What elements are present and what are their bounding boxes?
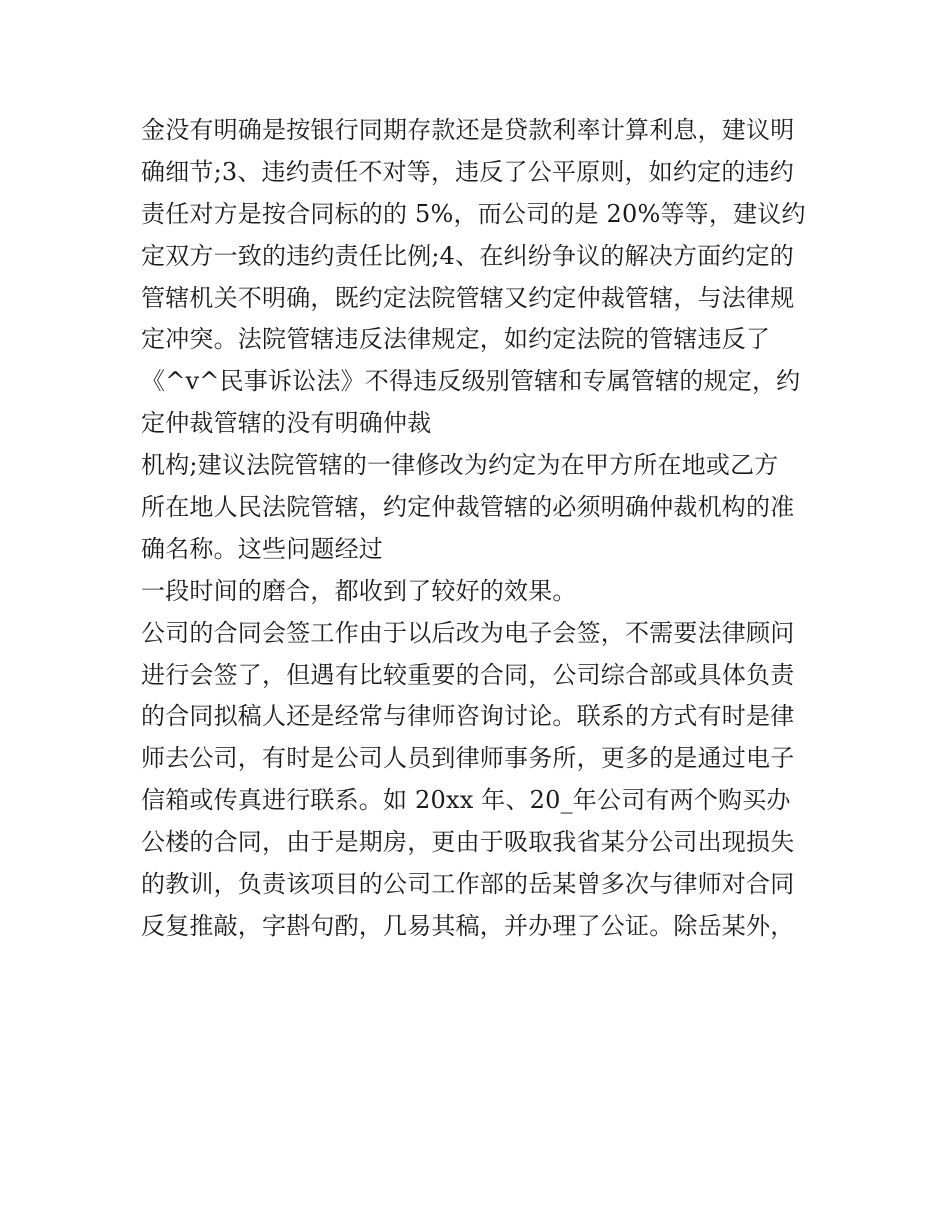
text-line: 定仲裁管辖的没有明确仲裁 — [141, 409, 432, 438]
text-line: 确细节;3、违约责任不对等，违反了公平原则，如约定的违约 — [141, 157, 794, 186]
text-line: 反复推敲，字斟句酌，几易其稿，并办理了公证。除岳某外， — [141, 911, 795, 940]
text-line: 公司的合同会签工作由于以后改为电子会签，不需要法律顾问 — [141, 618, 795, 647]
text-line: 确名称。这些问题经过 — [141, 534, 383, 563]
text-line: 定双方一致的违约责任比例;4、在纠纷争议的解决方面约定的 — [141, 241, 794, 270]
text-line: 进行会签了，但遇有比较重要的合同，公司综合部或具体负责 — [141, 660, 795, 689]
text-line: 信箱或传真进行联系。如 20xx 年、20_年公司有两个购买办 — [141, 786, 791, 815]
text-line: 的教训，负责该项目的公司工作部的岳某曾多次与律师对合同 — [141, 870, 795, 899]
text-line: 一段时间的磨合，都收到了较好的效果。 — [141, 576, 577, 605]
text-line: 机构;建议法院管辖的一律修改为约定为在甲方所在地或乙方 — [141, 451, 779, 480]
text-line: 公楼的合同，由于是期房，更由于吸取我省某分公司出现损失 — [141, 828, 795, 857]
text-line: 的合同拟稿人还是经常与律师咨询讨论。联系的方式有时是律 — [141, 702, 795, 731]
text-line: 定冲突。法院管辖违反法律规定，如约定法院的管辖违反了 — [141, 325, 771, 354]
text-line: 管辖机关不明确，既约定法院管辖又约定仲裁管辖，与法律规 — [141, 283, 795, 312]
text-line: 金没有明确是按银行同期存款还是贷款利率计算利息，建议明 — [141, 116, 795, 144]
text-line: 责任对方是按合同标的的 5%，而公司的是 20%等等，建议约 — [141, 199, 806, 228]
body-text — [141, 110, 821, 948]
text-line: 所在地人民法院管辖，约定仲裁管辖的必须明确仲裁机构的准 — [141, 493, 795, 522]
text-line: 师去公司，有时是公司人员到律师事务所，更多的是通过电子 — [141, 744, 795, 773]
text-line: 《^v^民事诉讼法》不得违反级别管辖和专属管辖的规定，约 — [141, 367, 801, 396]
